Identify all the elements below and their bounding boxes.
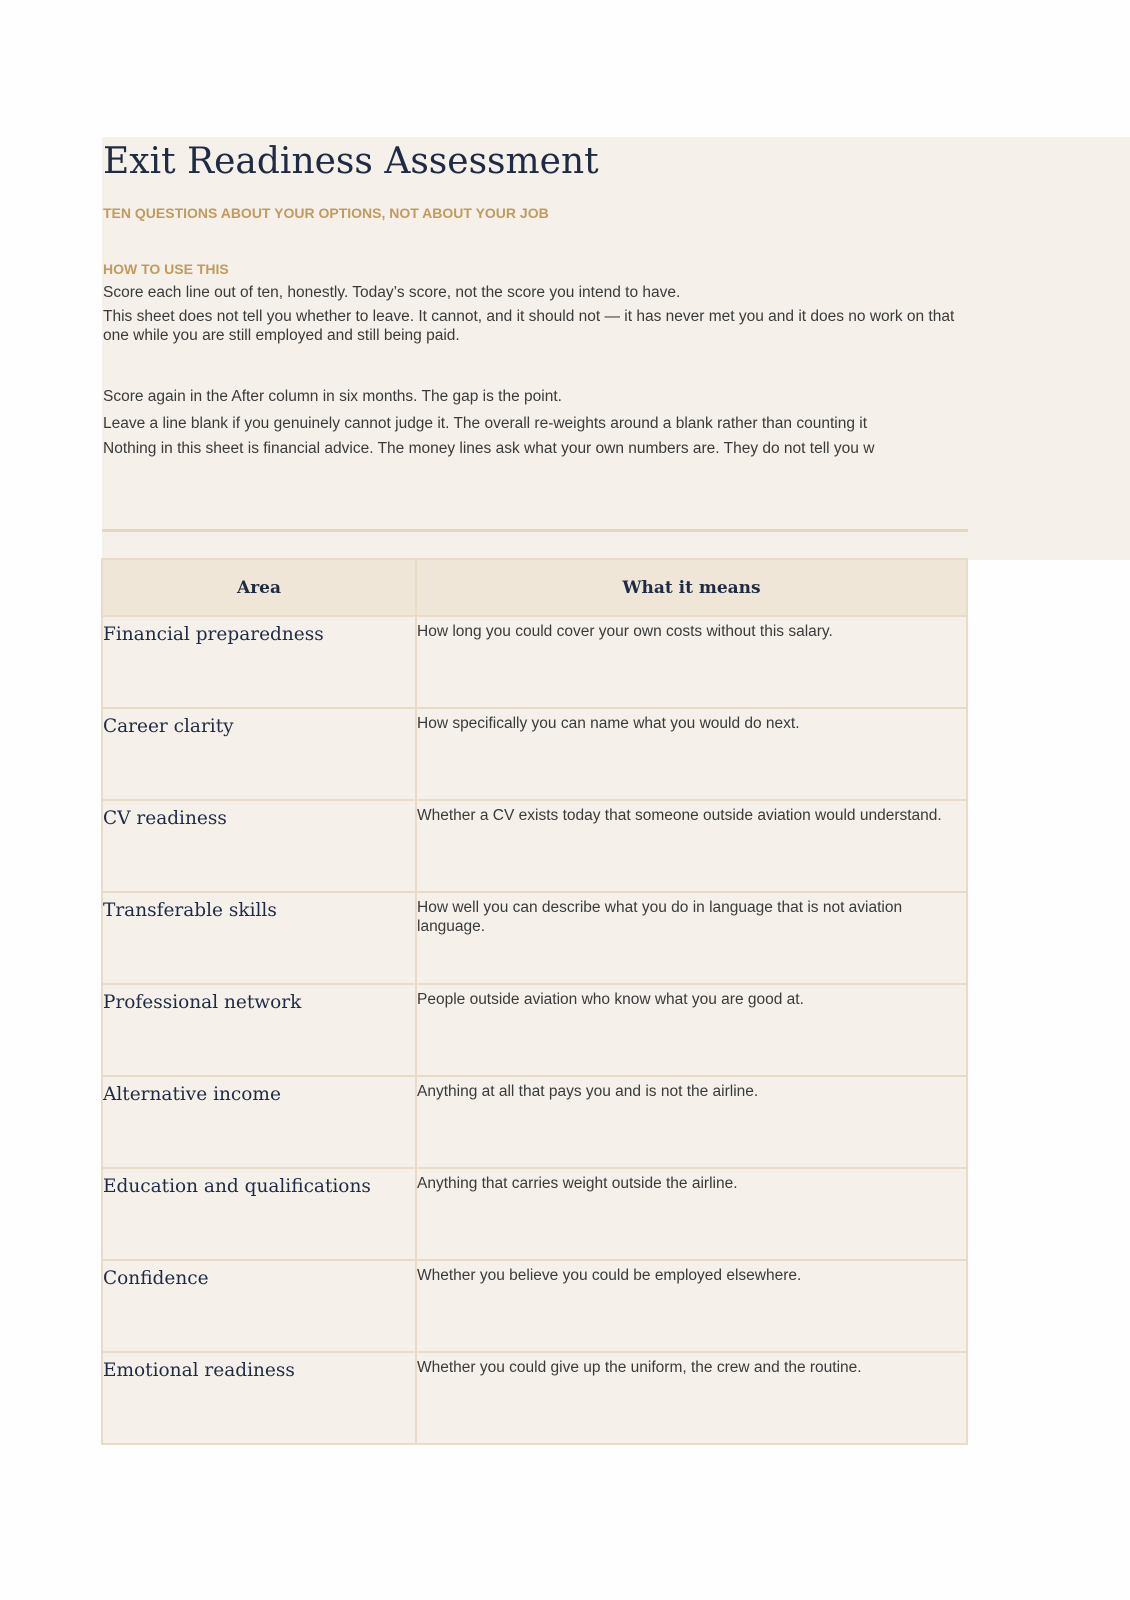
table-row [102,1260,967,1352]
page-title: Exit Readiness Assessment [103,141,599,182]
meaning-cell: People outside aviation who know what you are good at. [416,984,967,1076]
area-cell: Emotional readiness [102,1352,416,1444]
header-area: Area [102,559,416,616]
instruction-paragraph: Leave a line blank if you genuinely cannot judge it. The overall re-weights around a blank rather than counting it [103,415,868,432]
meaning-cell: Anything at all that pays you and is not the airline. [416,1076,967,1168]
table-row [102,800,967,892]
page-subtitle: TEN QUESTIONS ABOUT YOUR OPTIONS, NOT ABOUT YOUR JOB [103,205,549,221]
instruction-paragraph: Score each line out of ten, honestly. Today’s score, not the score you intend to have. [103,284,681,301]
area-cell: Career clarity [102,708,416,800]
table-row [102,892,967,984]
meaning-cell: Whether a CV exists today that someone outside aviation would understand. [416,800,967,892]
area-cell: Alternative income [102,1076,416,1168]
table-row [102,616,967,708]
area-cell: Education and qualifications [102,1168,416,1260]
table-row [102,1168,967,1260]
meaning-cell: How specifically you can name what you would do next. [416,708,967,800]
table-row [102,1076,967,1168]
header-meaning: What it means [416,559,967,616]
instruction-paragraph: Score again in the After column in six months. The gap is the point. [103,388,562,405]
meaning-cell: Whether you could give up the uniform, the crew and the routine. [416,1352,967,1444]
table-header-row [102,559,967,616]
page-panel [102,137,1130,560]
area-cell: Financial preparedness [102,616,416,708]
meaning-cell: How long you could cover your own costs without this salary. [416,616,967,708]
meaning-cell: Whether you believe you could be employed elsewhere. [416,1260,967,1352]
area-cell: Confidence [102,1260,416,1352]
area-cell: Professional network [102,984,416,1076]
meaning-cell: Anything that carries weight outside the airline. [416,1168,967,1260]
table-row [102,984,967,1076]
meaning-cell: How well you can describe what you do in language that is not aviation language. [416,892,967,984]
assessment-table [101,558,968,1445]
instruction-paragraph: Nothing in this sheet is financial advice. The money lines ask what your own numbers are. They do not tell you w [103,440,875,457]
how-to-use-label: HOW TO USE THIS [103,261,229,277]
table-row [102,1352,967,1444]
area-cell: CV readiness [102,800,416,892]
section-divider [102,529,968,532]
area-cell: Transferable skills [102,892,416,984]
table-row [102,708,967,800]
instruction-paragraph: This sheet does not tell you whether to leave. It cannot, and it should not — it has never met you and it does no work on that one while you are still employed and still being paid. [103,308,955,344]
